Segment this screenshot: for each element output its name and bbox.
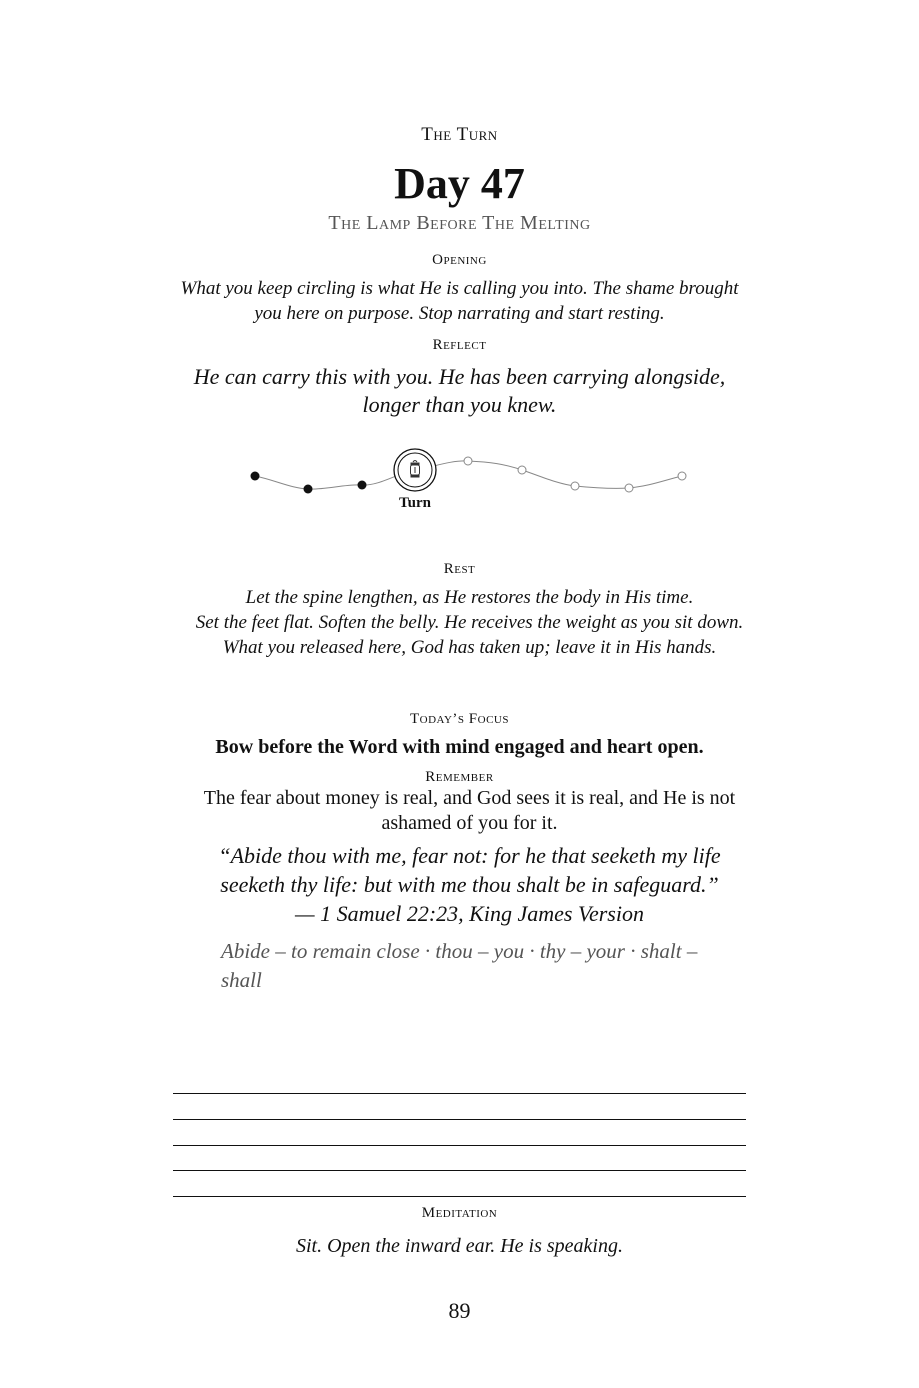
journal-line[interactable]	[173, 1170, 746, 1171]
day-subtitle: The Lamp Before The Melting	[328, 212, 591, 234]
opening-text: What you keep circling is what He is calling you into. The shame brought you here on purpose. Stop narrating and start resting.	[180, 278, 739, 324]
journal-line[interactable]	[173, 1119, 746, 1120]
part-label: The Turn	[421, 124, 498, 145]
journey-stop-current	[394, 449, 436, 491]
remember-text: The fear about money is real, and God sees it is real, and He is not ashamed of you for it.	[203, 787, 736, 834]
meditation-label: Meditation	[421, 1205, 498, 1221]
day-title: Day 47	[394, 159, 525, 208]
journey-stop-3	[358, 481, 367, 490]
journey-stop-7	[571, 482, 579, 490]
journey-stop-8	[625, 484, 633, 492]
scripture-quote: “Abide thou with me, fear not: for he that seeketh my life seeketh thy life: but with me thou shalt be in safeguard.” — 1 Samuel 22:23, King James Version	[218, 843, 721, 926]
journey-stop-9	[678, 472, 686, 480]
reflect-text: He can carry this with you. He has been carrying alongside, longer than you knew.	[193, 364, 726, 417]
journey-stop-5	[464, 457, 472, 465]
opening-label: Opening	[432, 252, 487, 268]
journey-stop-1	[251, 472, 260, 481]
journal-line[interactable]	[173, 1093, 746, 1094]
rest-line: Let the spine lengthen, as He restores the body in His time.	[245, 587, 694, 608]
focus-text: Bow before the Word with mind engaged and heart open.	[215, 736, 704, 758]
journey-stop-6	[518, 466, 526, 474]
journey-path	[0, 440, 919, 520]
remember-label: Remember	[425, 769, 494, 785]
journey-stop-2	[304, 485, 313, 494]
rest-line: What you released here, God has taken up; leave it in His hands.	[222, 637, 717, 658]
glossary: Abide – to remain close · thou – you · thy – your · shalt – shall	[221, 939, 698, 992]
reflect-label: Reflect	[432, 337, 487, 353]
rest-label: Rest	[443, 561, 476, 577]
journal-line[interactable]	[173, 1145, 746, 1146]
journal-line[interactable]	[173, 1196, 746, 1197]
page-number: 89	[448, 1298, 471, 1323]
rest-line: Set the feet flat. Soften the belly. He receives the weight as you sit down.	[195, 612, 744, 633]
rest-text	[190, 585, 749, 660]
focus-label: Today’s Focus	[410, 711, 509, 727]
meditation-text: Sit. Open the inward ear. He is speaking.	[295, 1235, 623, 1257]
journey-current-label: Turn	[399, 495, 431, 511]
